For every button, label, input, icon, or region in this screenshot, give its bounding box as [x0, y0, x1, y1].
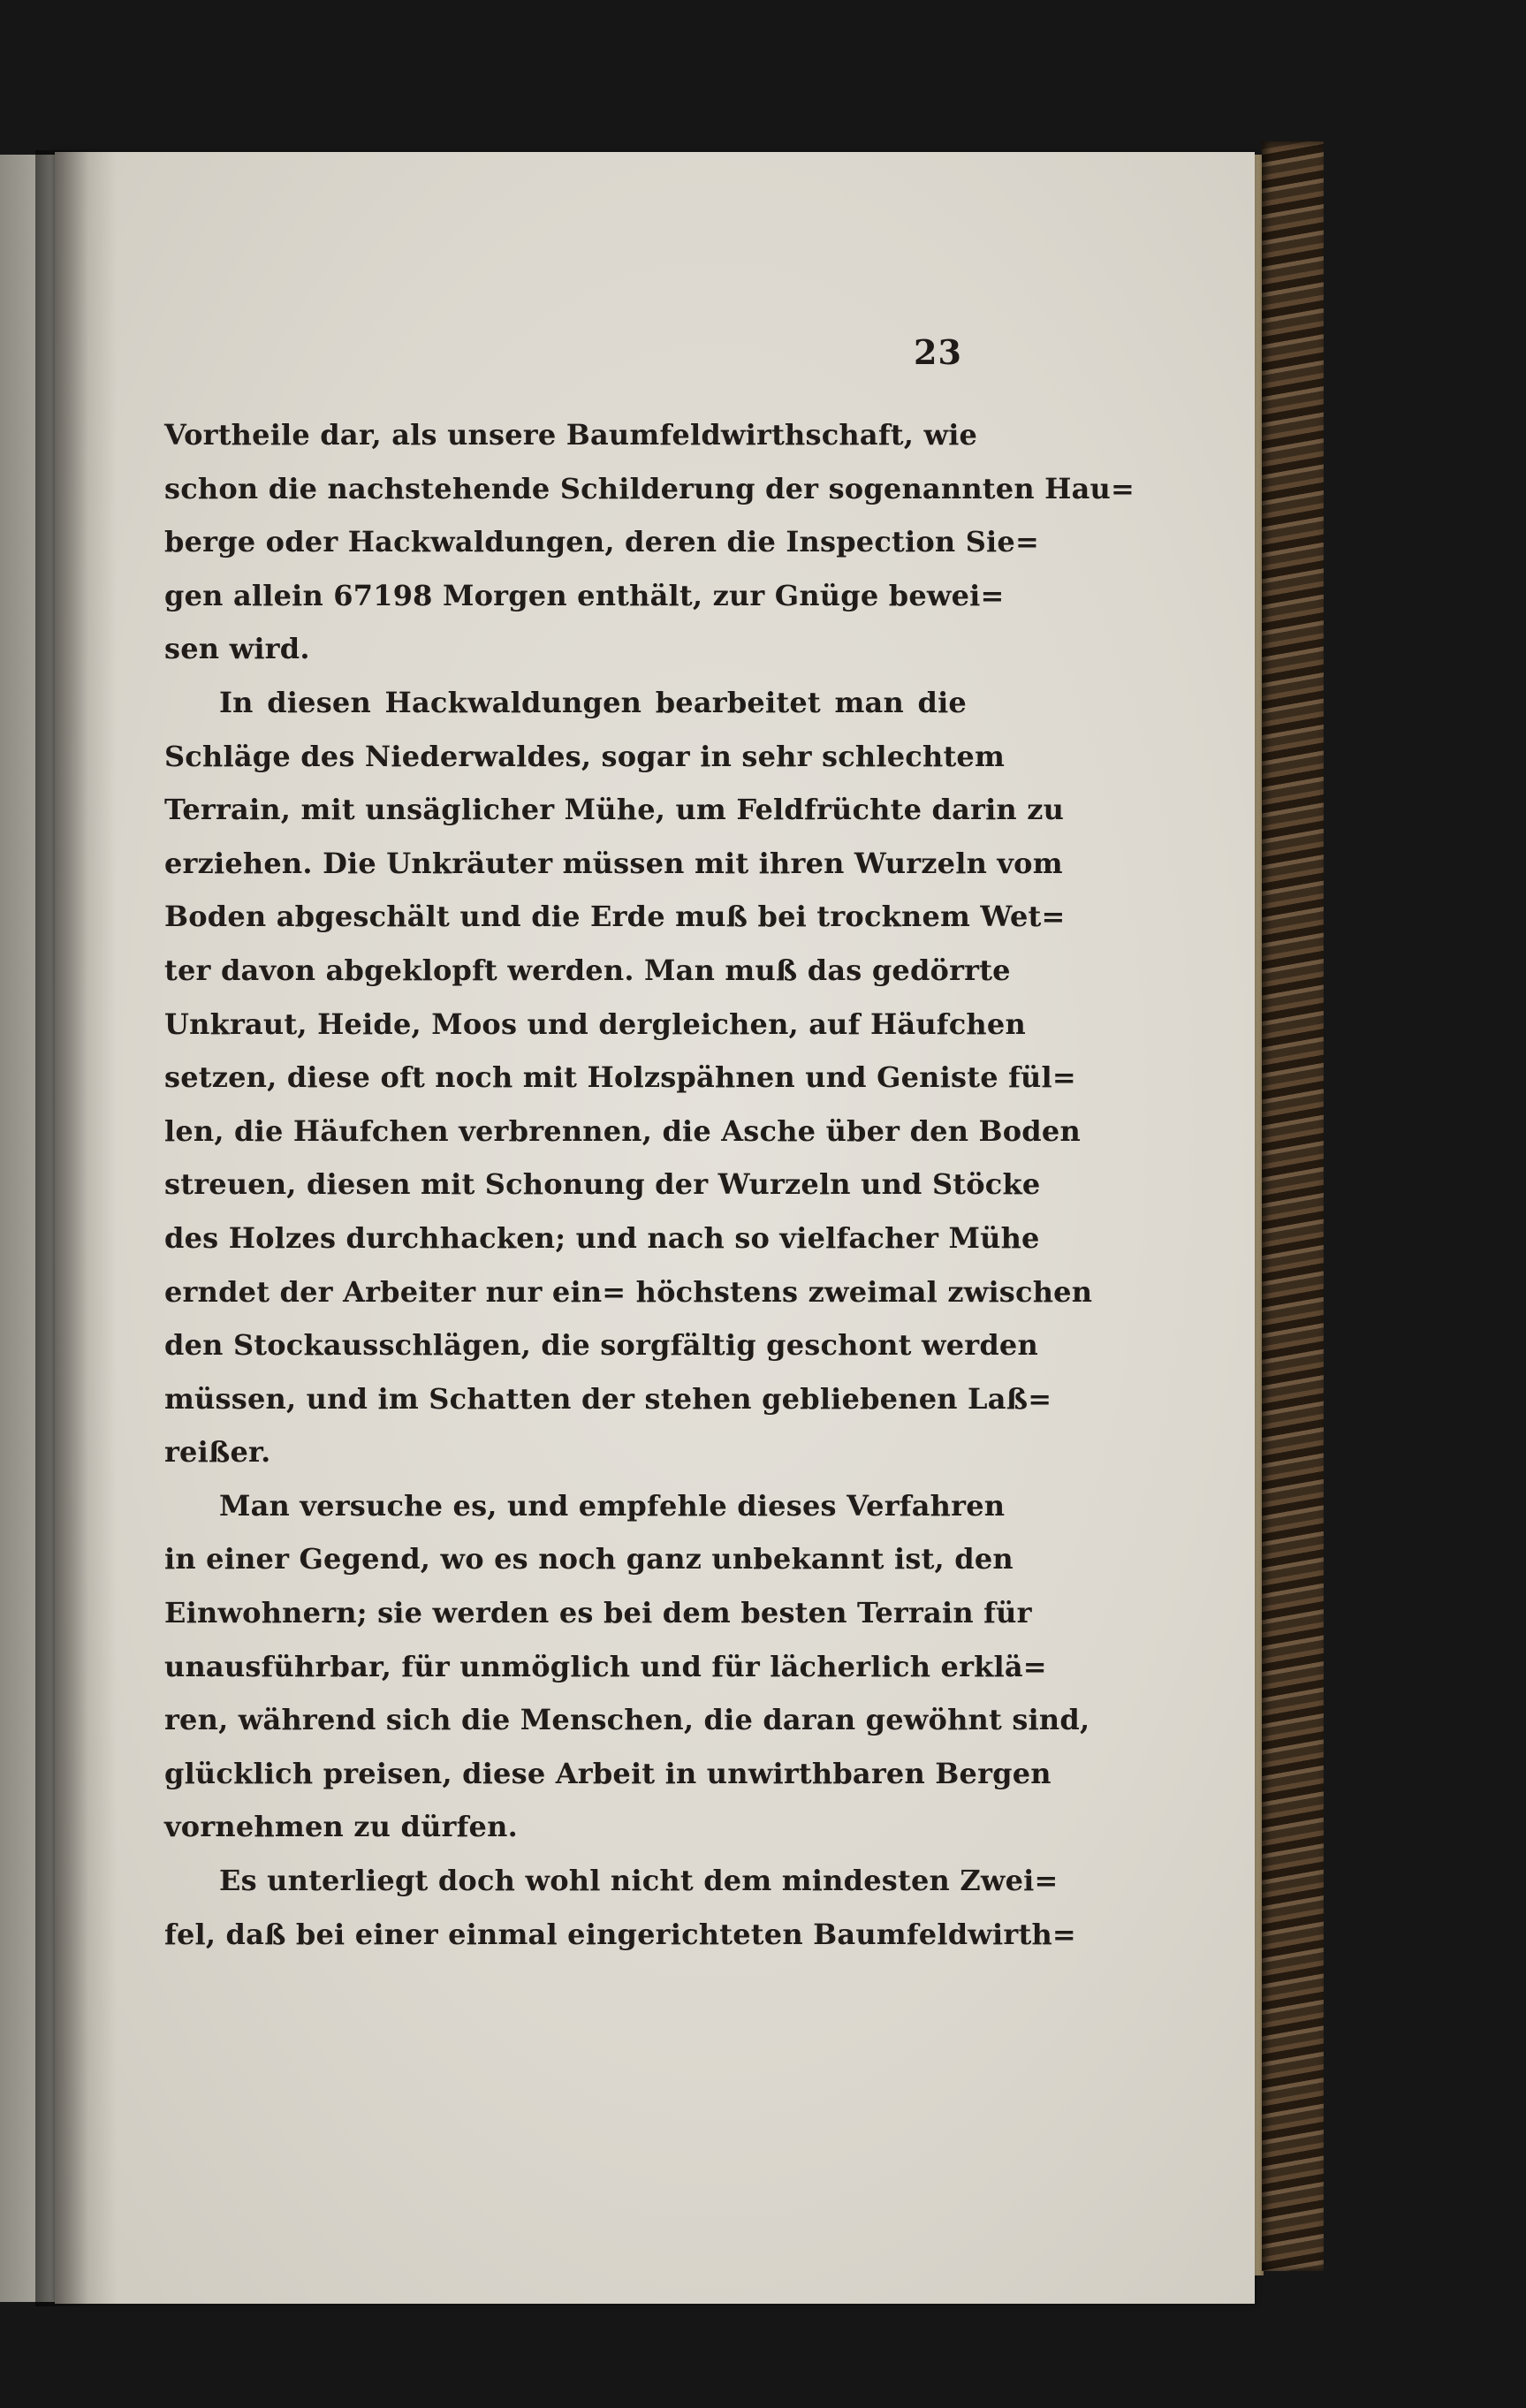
- text-line: fel, daß bei einer einmal eingerichteten Baumfeldwirth=: [164, 1917, 1076, 1951]
- text-line: Vortheile dar, als unsere Baumfeldwirthschaft, wie: [164, 418, 978, 452]
- text-line: erndet der Arbeiter nur ein= höchstens zweimal zwischen: [164, 1274, 1093, 1309]
- text-line: berge oder Hackwaldungen, deren die Inspection Sie=: [164, 525, 1039, 559]
- page-number: 23: [914, 332, 962, 372]
- text-line: Es unterliegt doch wohl nicht dem mindesten Zwei=: [219, 1864, 1059, 1898]
- body-text: [164, 408, 1135, 1961]
- text-line: Man versuche es, und empfehle dieses Verfahren: [219, 1488, 1006, 1523]
- text-line: des Holzes durchhacken; und nach so vielfacher Mühe: [164, 1220, 1040, 1255]
- text-line: gen allein 67198 Morgen enthält, zur Gnüge bewei=: [164, 578, 1005, 612]
- text-line: setzen, diese oft noch mit Holzspähnen und Geniste fül=: [164, 1060, 1076, 1095]
- text-line: Boden abgeschält und die Erde muß bei trocknem Wet=: [164, 900, 1066, 934]
- text-line: reißer.: [164, 1435, 271, 1470]
- text-line: Unkraut, Heide, Moos und dergleichen, auf Häufchen: [164, 1006, 1026, 1041]
- text-line: Terrain, mit unsäglicher Mühe, um Feldfrüchte darin zu: [164, 793, 1065, 827]
- text-line: In diesen Hackwaldungen bearbeitet man die: [219, 685, 967, 719]
- text-line: Schläge des Niederwaldes, sogar in sehr schlechtem: [164, 739, 1006, 773]
- marbled-cover-edge: [1262, 141, 1324, 2271]
- text-line: ren, während sich die Menschen, die daran gewöhnt sind,: [164, 1703, 1090, 1737]
- text-line: ter davon abgeklopft werden. Man muß das gedörrte: [164, 953, 1011, 987]
- text-line: Einwohnern; sie werden es bei dem besten Terrain für: [164, 1596, 1032, 1630]
- text-line: sen wird.: [164, 632, 310, 666]
- text-line: vornehmen zu dürfen.: [164, 1810, 518, 1844]
- spine-shadow: [35, 150, 88, 2306]
- text-line: erziehen. Die Unkräuter müssen mit ihren Wurzeln vom: [164, 846, 1063, 880]
- text-line: len, die Häufchen verbrennen, die Asche über den Boden: [164, 1113, 1081, 1148]
- text-line: unausführbar, für unmöglich und für lächerlich erklä=: [164, 1649, 1047, 1683]
- text-line: müssen, und im Schatten der stehen gebliebenen Laß=: [164, 1381, 1052, 1416]
- text-line: den Stockausschlägen, die sorgfältig geschont werden: [164, 1328, 1038, 1363]
- text-line: streuen, diesen mit Schonung der Wurzeln und Stöcke: [164, 1167, 1041, 1202]
- text-line: glücklich preisen, diese Arbeit in unwirthbaren Bergen: [164, 1756, 1051, 1790]
- text-line: schon die nachstehende Schilderung der sogenannten Hau=: [164, 471, 1135, 505]
- text-line: in einer Gegend, wo es noch ganz unbekannt ist, den: [164, 1542, 1014, 1576]
